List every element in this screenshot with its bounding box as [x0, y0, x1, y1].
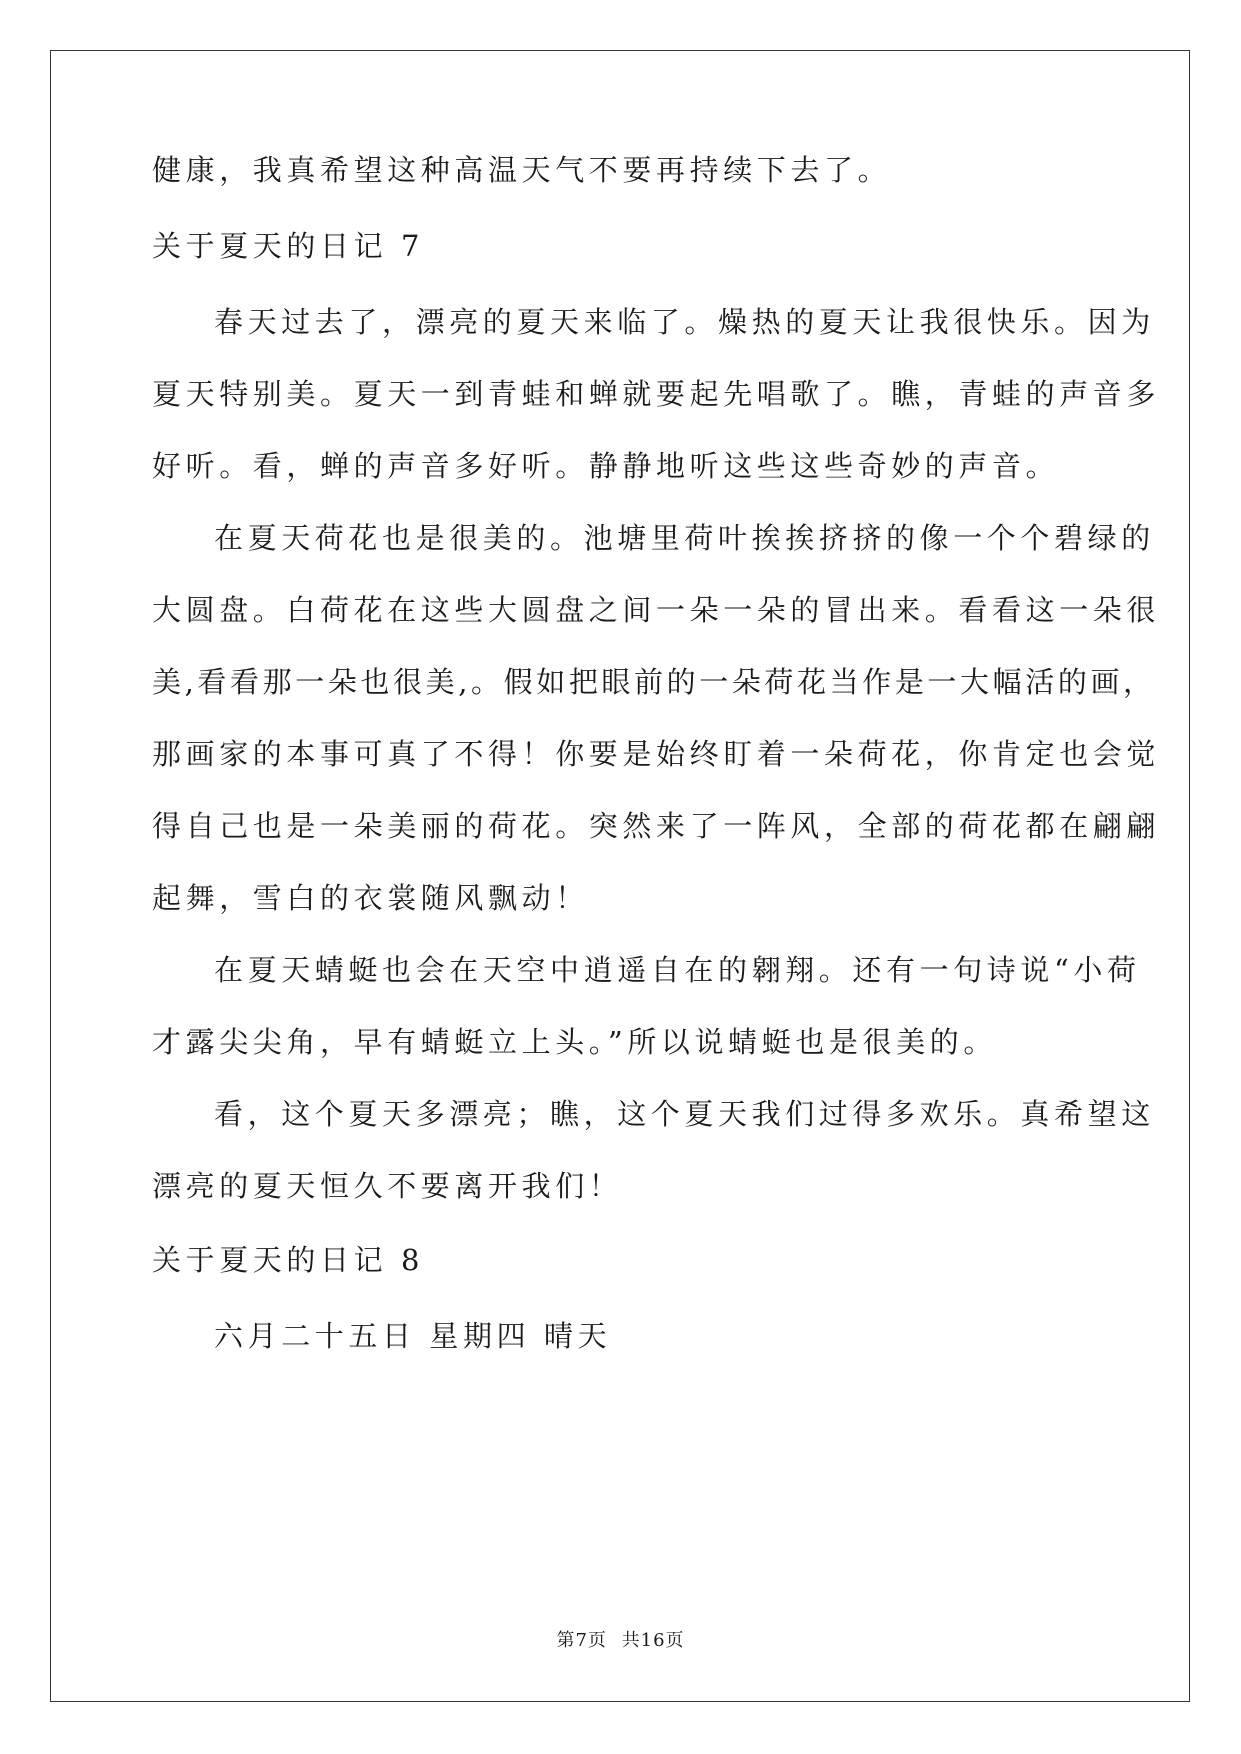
page-border	[50, 50, 1190, 1702]
paragraph-line: 在夏天荷花也是很美的。池塘里荷叶挨挨挤挤的像一个个碧绿的	[214, 521, 1155, 555]
paragraph-line: 美,看看那一朵也很美,。假如把眼前的一朵荷花当作是一大幅活的画，	[152, 665, 1156, 699]
paragraph-line: 好听。看，蝉的声音多好听。静静地听这些这些奇妙的声音。	[152, 449, 1060, 483]
paragraph-line: 看，这个夏天多漂亮；瞧，这个夏天我们过得多欢乐。真希望这	[214, 1097, 1155, 1131]
paragraph-line: 漂亮的夏天恒久不要离开我们！	[152, 1169, 623, 1203]
paragraph-line: 春天过去了，漂亮的夏天来临了。燥热的夏天让我很快乐。因为	[214, 305, 1155, 339]
paragraph-line: 在夏天蜻蜓也会在天空中逍遥自在的翱翔。还有一句诗说“小荷	[214, 953, 1141, 987]
section-heading-8: 关于夏天的日记 8	[152, 1243, 425, 1277]
paragraph-line: 夏天特别美。夏天一到青蛙和蝉就要起先唱歌了。瞧，青蛙的声音多	[152, 377, 1161, 411]
page-number: 第7页	[556, 1630, 607, 1651]
paragraph-line: 才露尖尖角，早有蜻蜓立上头。”所以说蜻蜓也是很美的。	[152, 1025, 997, 1059]
paragraph-line: 健康，我真希望这种高温天气不要再持续下去了。	[152, 153, 892, 187]
date-line: 六月二十五日 星期四 晴天	[214, 1319, 612, 1353]
paragraph-line: 起舞，雪白的衣裳随风飘动！	[152, 881, 589, 915]
paragraph-line: 大圆盘。白荷花在这些大圆盘之间一朵一朵的冒出来。看看这一朵很	[152, 593, 1161, 627]
total-pages: 共16页	[621, 1630, 685, 1651]
section-heading-7: 关于夏天的日记 7	[152, 229, 425, 263]
paragraph-line: 得自己也是一朵美丽的荷花。突然来了一阵风，全部的荷花都在翩翩	[152, 809, 1161, 843]
paragraph-line: 那画家的本事可真了不得！你要是始终盯着一朵荷花，你肯定也会觉	[152, 737, 1161, 771]
page-footer	[0, 1630, 1241, 1652]
